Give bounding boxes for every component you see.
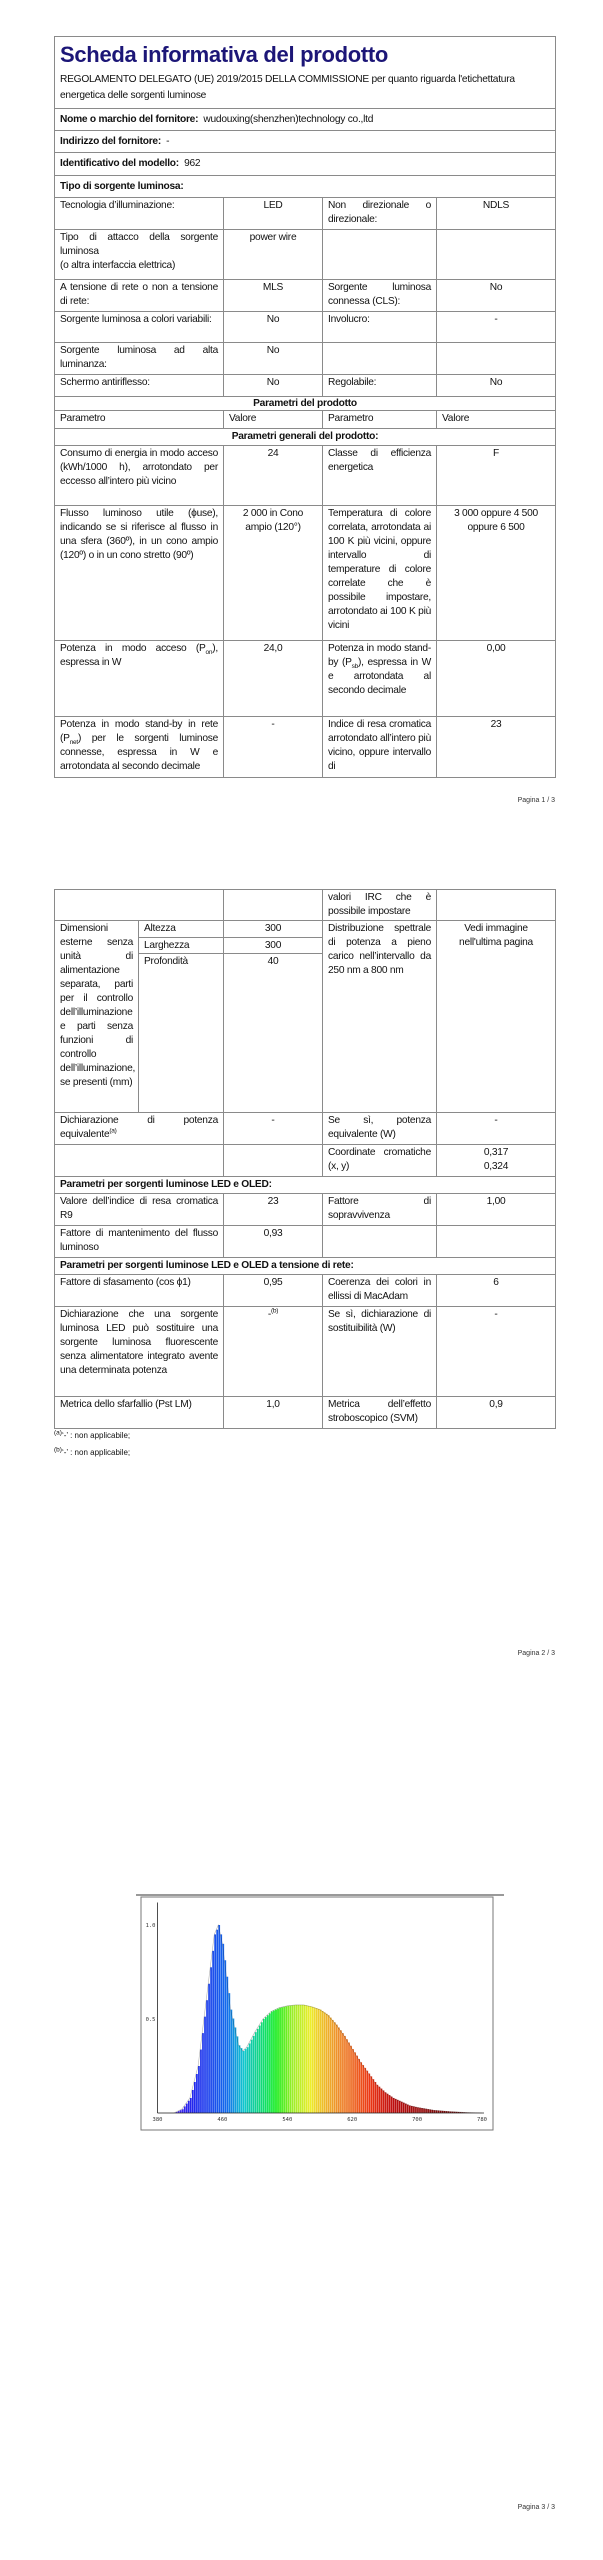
spectrum-bar (417, 2107, 419, 2113)
parameter-label: Distribuzione spettrale di potenza a pieno carico nell’intervallo da 250 nm a 800 nm (323, 921, 437, 1113)
parameter-value: MLS (224, 280, 323, 312)
spectrum-bar (314, 2007, 316, 2113)
parameter-label: Regolabile: (323, 375, 437, 397)
parameter-label: Sorgente luminosa connessa (CLS): (323, 280, 437, 312)
spectrum-bar (231, 2010, 233, 2113)
parameter-value: 23 (437, 717, 556, 778)
spectrum-bar (196, 2074, 198, 2113)
parameter-value: 23 (224, 1194, 323, 1226)
parameter-value: - (437, 1307, 556, 1397)
parameter-label (55, 717, 224, 778)
dimension-label: Altezza (139, 921, 224, 938)
spectrum-bar (352, 2049, 354, 2113)
spectrum-bar (425, 2109, 427, 2113)
footnote-a (54, 1431, 130, 1440)
spectrum-bar (328, 2015, 330, 2113)
spectrum-bar (356, 2056, 358, 2113)
parameter-value: No (437, 280, 556, 312)
spectrum-bar (381, 2089, 383, 2113)
parameter-label: A tensione di rete o non a tensione di rete: (55, 280, 224, 312)
spectrum-bar (391, 2097, 393, 2113)
parameter-value: - (224, 717, 323, 778)
parameter-value: 0,317 0,324 (437, 1145, 556, 1177)
parameter-value: 1,0 (224, 1397, 323, 1429)
parameter-value (437, 343, 556, 375)
parameter-value: 3 000 oppure 4 500 oppure 6 500 (437, 506, 556, 641)
spectrum-bar (340, 2030, 342, 2113)
supplier-row (55, 109, 556, 131)
table-row (55, 1397, 556, 1429)
section-row (55, 429, 556, 446)
parameter-label: Fattore di sopravvivenza (323, 1194, 437, 1226)
parameter-label: Se sì, potenza equivalente (W) (323, 1113, 437, 1145)
spectrum-bar (342, 2033, 344, 2113)
spectrum-bar (403, 2103, 405, 2113)
spectrum-bar (383, 2090, 385, 2113)
spectrum-bar (397, 2100, 399, 2113)
spectrum-bar (243, 2051, 245, 2113)
spectrum-bar (419, 2108, 421, 2113)
parameter-value (224, 1307, 323, 1397)
header-cell (55, 37, 556, 109)
spectrum-bar (204, 2017, 206, 2113)
parameter-value: 0,00 (437, 641, 556, 717)
table-row (55, 1194, 556, 1226)
table-row (55, 1307, 556, 1397)
spectrum-bar (192, 2090, 194, 2113)
parameter-value: LED (224, 198, 323, 230)
parameter-label: Metrica dell’effetto stroboscopico (SVM) (323, 1397, 437, 1429)
spectrum-bar (366, 2071, 368, 2113)
spectrum-bar (393, 2098, 395, 2113)
spectrum-bar (289, 2006, 291, 2113)
parameter-value: 24 (224, 446, 323, 506)
spectrum-bar (287, 2006, 289, 2113)
address-label: Indirizzo del fornitore: (60, 136, 161, 147)
spectrum-bar (190, 2098, 192, 2113)
parameter-value: 24,0 (224, 641, 323, 717)
led-params-heading: Parametri per sorgenti luminose LED e OLED: (55, 1177, 556, 1194)
table-row (55, 1145, 556, 1177)
spectrum-bar (421, 2108, 423, 2113)
spectrum-bar (261, 2022, 263, 2113)
spectrum-bar (208, 1984, 210, 2113)
column-header-row (55, 411, 556, 429)
table-row (55, 312, 556, 343)
table-row (55, 506, 556, 641)
parameter-value: - (437, 1113, 556, 1145)
general-params-heading: Parametri generali del prodotto: (55, 429, 556, 446)
table-row (55, 375, 556, 397)
footnote-mark: (b) (54, 1446, 62, 1454)
table-row (55, 890, 556, 921)
spectrum-bar (226, 1977, 228, 2113)
parameter-value: 6 (437, 1275, 556, 1307)
spectrum-bar (273, 2011, 275, 2113)
table-row (55, 198, 556, 230)
spectrum-bar (220, 1934, 222, 2113)
spectrum-bar (377, 2085, 379, 2113)
spectrum-bar (283, 2007, 285, 2113)
spectrum-bar (399, 2101, 401, 2113)
spectrum-bar (407, 2105, 409, 2113)
spectrum-bar (249, 2043, 251, 2113)
parameter-label (55, 641, 224, 717)
model-cell (55, 153, 556, 176)
spectrum-bar (202, 2033, 204, 2113)
spectrum-bar (301, 2005, 303, 2113)
spectrum-bar (387, 2094, 389, 2113)
spectrum-bar (338, 2027, 340, 2113)
footnote-text: ‘-’ : non applicabile; (61, 1431, 131, 1440)
parameter-label: Valore dell’indice di resa cromatica R9 (55, 1194, 224, 1226)
parameter-label: Involucro: (323, 312, 437, 343)
spectrum-bar (350, 2046, 352, 2113)
parameter-label: Metrica dello sfarfallio (Pst LM) (55, 1397, 224, 1429)
column-header: Valore (437, 411, 556, 429)
spectrum-bar (277, 2009, 279, 2113)
dimension-value: 300 (224, 921, 323, 938)
parameter-label: Classe di efficienza energetica (323, 446, 437, 506)
cell-text: ), espressa in W e arrotondata al secondo decimale (328, 657, 431, 696)
spectrum-bar (255, 2032, 257, 2113)
spectrum-bar (222, 1944, 224, 2113)
footnote-b (54, 1448, 130, 1457)
table-row (55, 230, 556, 280)
y-tick-label: 1.0 (145, 1923, 156, 1929)
parameter-label (323, 641, 437, 717)
parameter-label: Tipo di attacco della sorgente luminosa (o altra interfaccia elettrica) (55, 230, 224, 280)
spectrum-bar (257, 2029, 259, 2113)
spectrum-bar (200, 2050, 202, 2113)
parameter-label: Fattore di sfasamento (cos ϕ1) (55, 1275, 224, 1307)
spectrum-bar (186, 2104, 188, 2113)
cell-text: Dichiarazione di potenza equivalente (60, 1115, 218, 1140)
parameter-label: Consumo di energia in modo acceso (kWh/1000 h), arrotondato per eccesso all’intero più vicino (55, 446, 224, 506)
spectrum-bar (239, 2045, 241, 2113)
spectrum-bar (275, 2010, 277, 2113)
x-tick-label: 620 (347, 2117, 358, 2123)
parameter-value: 0,9 (437, 1397, 556, 1429)
spectrum-bar (279, 2008, 281, 2113)
spectrum-bar (180, 2110, 182, 2113)
source-type-heading: Tipo di sorgente luminosa: (55, 176, 556, 198)
dimensions-label: Dimensioni esterne senza unità di alimentazione separata, parti per il controllo dell’illuminazione e parti senza funzioni di controllo dell’illuminazione, se presenti (mm) (55, 921, 139, 1113)
parameter-value: No (224, 343, 323, 375)
spectral-distribution-chart (0, 1880, 603, 2140)
spectrum-bar (354, 2052, 356, 2113)
section-row (55, 1258, 556, 1275)
spectrum-bar (316, 2008, 318, 2113)
parameter-label: Coerenza dei colori in ellissi di MacAdam (323, 1275, 437, 1307)
subscript: on (205, 649, 213, 657)
footnote-ref: (a) (109, 1127, 117, 1135)
table-row (55, 717, 556, 778)
spectrum-bar (259, 2026, 261, 2113)
parameter-label (55, 890, 224, 921)
spectrum-bar (332, 2020, 334, 2113)
spectrum-bar (188, 2101, 190, 2113)
spectrum-bar (198, 2066, 200, 2113)
dimensions-row (55, 921, 556, 938)
table-row (55, 280, 556, 312)
spectrum-bar (293, 2005, 295, 2113)
cell-text: - (267, 1309, 271, 1320)
spectrum-bar (247, 2047, 249, 2113)
footnote-mark: (a) (54, 1429, 62, 1437)
parameter-value: No (224, 312, 323, 343)
parameter-value: - (224, 1113, 323, 1145)
parameter-value: F (437, 446, 556, 506)
dimension-value: 40 (224, 954, 323, 1113)
y-tick-label: 0.5 (145, 2017, 156, 2023)
spectrum-bar (216, 1930, 218, 2113)
parameter-value (224, 1145, 323, 1177)
spectrum-bar (318, 2009, 320, 2113)
spectrum-bar (348, 2043, 350, 2114)
spectrum-bar (411, 2106, 413, 2113)
product-info-table-continued (54, 889, 556, 1429)
spectrum-bar (235, 2027, 237, 2113)
spectrum-bar (299, 2005, 301, 2113)
parameter-value (224, 890, 323, 921)
spectrum-bar (251, 2040, 253, 2113)
spectrum-bar (324, 2012, 326, 2113)
spectrum-bar (218, 1925, 220, 2113)
spectrum-bar (267, 2015, 269, 2113)
model-value: 962 (184, 158, 201, 169)
spectrum-bar (336, 2025, 338, 2113)
page-number: Pagina 2 / 3 (517, 1650, 555, 1657)
parameter-label (55, 1113, 224, 1145)
x-tick-label: 780 (477, 2117, 487, 2123)
spectrum-bar (304, 2005, 306, 2113)
spectrum-bar (364, 2068, 366, 2113)
parameter-label: Fattore di mantenimento del flusso luminoso (55, 1226, 224, 1258)
spectrum-bar (405, 2104, 407, 2113)
spectrum-bar (310, 2006, 312, 2113)
parameter-label: Se sì, dichiarazione di sostituibilità (W) (323, 1307, 437, 1397)
spectrum-bar (210, 1967, 212, 2113)
parameter-value: No (437, 375, 556, 397)
table-row (55, 446, 556, 506)
spectrum-bar (320, 2010, 322, 2113)
spectrum-bar (358, 2059, 360, 2113)
table-row (55, 641, 556, 717)
spectrum-bar (326, 2014, 328, 2113)
spectrum-bar (312, 2007, 314, 2113)
address-value: - (166, 136, 170, 147)
footnote-text: ‘-’ : non applicabile; (61, 1448, 131, 1457)
spectrum-bar (237, 2036, 239, 2113)
address-cell (55, 131, 556, 153)
page-title: Scheda informativa del prodotto (60, 42, 389, 67)
page-number: Pagina 3 / 3 (517, 2504, 555, 2511)
spectrum-bar (281, 2007, 283, 2113)
parameter-label (323, 343, 437, 375)
parameter-label (55, 1145, 224, 1177)
spectrum-bar (253, 2036, 255, 2113)
spectrum-bar (413, 2106, 415, 2113)
parameter-label (323, 1226, 437, 1258)
x-tick-label: 460 (217, 2117, 228, 2123)
parameter-value: Vedi immagine nell'ultima pagina (437, 921, 556, 1113)
spectrum-bar (379, 2087, 381, 2113)
column-header: Valore (224, 411, 323, 429)
parameter-value: 1,00 (437, 1194, 556, 1226)
cell-text: Potenza in modo stand-by (P (328, 643, 431, 668)
section-row (55, 1177, 556, 1194)
parameter-label: Flusso luminoso utile (ϕuse), indicando se si riferisce al flusso in una sfera (360º), in un cono ampio (120º) o in un cono stretto (90º) (55, 506, 224, 641)
footnote-ref: (b) (270, 1307, 279, 1315)
spectrum-bar (334, 2022, 336, 2113)
spectrum-bar (224, 1960, 226, 2113)
spectrum-bar (228, 1993, 230, 2113)
parameter-label: Non direzionale o direzionale: (323, 198, 437, 230)
regulation-text: REGOLAMENTO DELEGATO (UE) 2019/2015 DELLA COMMISSIONE per quanto riguarda l'etichettatura energetica delle sorgenti luminose (60, 74, 515, 101)
parameter-value: 2 000 in Cono ampio (120°) (224, 506, 323, 641)
x-tick-label: 380 (152, 2117, 163, 2123)
parameter-label: Indice di resa cromatica arrotondato all’intero più vicino, oppure intervallo di (323, 717, 437, 778)
parameter-label: Sorgente luminosa a colori variabili: (55, 312, 224, 343)
spectrum-bar (385, 2092, 387, 2113)
spectrum-bar (346, 2039, 348, 2113)
table-row (55, 1275, 556, 1307)
parameter-label: Temperatura di colore correlata, arrotondata ai 100 K più vicini, oppure intervallo di temperature di colore correlate che è possibile impostare, arrotondato ai 100 K più vicini (323, 506, 437, 641)
supplier-cell (55, 109, 556, 131)
address-row (55, 131, 556, 153)
spectrum-bar (295, 2005, 297, 2113)
spectrum-bar (245, 2049, 247, 2113)
product-info-table (54, 36, 556, 778)
spectrum-bar (372, 2079, 374, 2113)
spectrum-bar (375, 2082, 377, 2113)
table-row (55, 1226, 556, 1258)
spectrum-bar (360, 2062, 362, 2113)
subscript: sb (351, 663, 359, 671)
spectrum-bar (306, 2005, 308, 2113)
table-row (55, 1113, 556, 1145)
spectrum-bar (182, 2109, 184, 2113)
spectrum-bar (271, 2011, 273, 2113)
dimension-value: 300 (224, 938, 323, 954)
spectrum-bar (265, 2017, 267, 2113)
spectrum-bar (368, 2074, 370, 2113)
model-label: Identificativo del modello: (60, 158, 179, 169)
mains-params-heading: Parametri per sorgenti luminose LED e OLED a tensione di rete: (55, 1258, 556, 1275)
subscript: net (69, 739, 78, 747)
dimension-label: Larghezza (139, 938, 224, 954)
spectrum-bar (362, 2065, 364, 2113)
title-row (55, 37, 556, 109)
spectrum-bar (322, 2011, 324, 2113)
spectrum-bar (214, 1934, 216, 2113)
page-number: Pagina 1 / 3 (517, 797, 555, 804)
parameter-label: Sorgente luminosa ad alta luminanza: (55, 343, 224, 375)
parameter-value (437, 890, 556, 921)
parameter-label: Dichiarazione che una sorgente luminosa LED può sostituire una sorgente luminosa fluorescente senza alimentatore integrato avente una determinata potenza (55, 1307, 224, 1397)
parameter-value: - (437, 312, 556, 343)
parameter-label: valori IRC che è possibile impostare (323, 890, 437, 921)
column-header: Parametro (55, 411, 224, 429)
table-row (55, 343, 556, 375)
spectrum-bar (269, 2013, 271, 2113)
spectrum-bar (263, 2019, 265, 2113)
spectrum-bar (401, 2102, 403, 2113)
spectrum-bar (233, 2019, 235, 2113)
spectrum-bar (308, 2006, 310, 2113)
spectrum-bar (344, 2036, 346, 2113)
parameter-value: 0,95 (224, 1275, 323, 1307)
spectrum-bar (241, 2048, 243, 2113)
parameter-value: 0,93 (224, 1226, 323, 1258)
spectrum-bar (206, 2000, 208, 2113)
column-header: Parametro (323, 411, 437, 429)
parameter-value: No (224, 375, 323, 397)
spectrum-bar (415, 2107, 417, 2113)
supplier-label: Nome o marchio del fornitore: (60, 114, 199, 125)
parameter-value (437, 1226, 556, 1258)
cell-text: ), espressa in W (60, 643, 218, 668)
cell-text: Potenza in modo stand-by in rete (P (60, 719, 218, 744)
cell-text: ) per le sorgenti luminose connesse, espressa in W e arrotondata al secondo decimale (60, 733, 218, 772)
spectrum-bar (297, 2005, 299, 2113)
parameter-label: Tecnologia d’illuminazione: (55, 198, 224, 230)
parameter-label (323, 230, 437, 280)
x-tick-label: 540 (282, 2117, 293, 2123)
x-tick-label: 700 (412, 2117, 423, 2123)
spectrum-bar (291, 2005, 293, 2113)
spectrum-bar (285, 2006, 287, 2113)
parameter-label: Coordinate cromatiche (x, y) (323, 1145, 437, 1177)
parameter-value: power wire (224, 230, 323, 280)
spectrum-bar (370, 2076, 372, 2113)
params-heading: Parametri del prodotto (55, 397, 556, 411)
spectrum-bar (395, 2099, 397, 2113)
supplier-value: wudouxing(shenzhen)technology co.,ltd (203, 114, 374, 125)
section-row (55, 397, 556, 411)
spectrum-bar (194, 2082, 196, 2113)
parameter-value (437, 230, 556, 280)
spectrum-bar (409, 2105, 411, 2113)
spectrum-bar (330, 2018, 332, 2113)
model-row (55, 153, 556, 176)
spectrum-bar (212, 1951, 214, 2113)
section-row (55, 176, 556, 198)
cell-text: Potenza in modo acceso (P (60, 643, 206, 654)
dimension-label: Profondità (139, 954, 224, 1113)
spectrum-bar (184, 2106, 186, 2113)
spectrum-bar (389, 2095, 391, 2113)
parameter-value: NDLS (437, 198, 556, 230)
spectrum-bar (423, 2108, 425, 2113)
parameter-label: Schermo antiriflesso: (55, 375, 224, 397)
